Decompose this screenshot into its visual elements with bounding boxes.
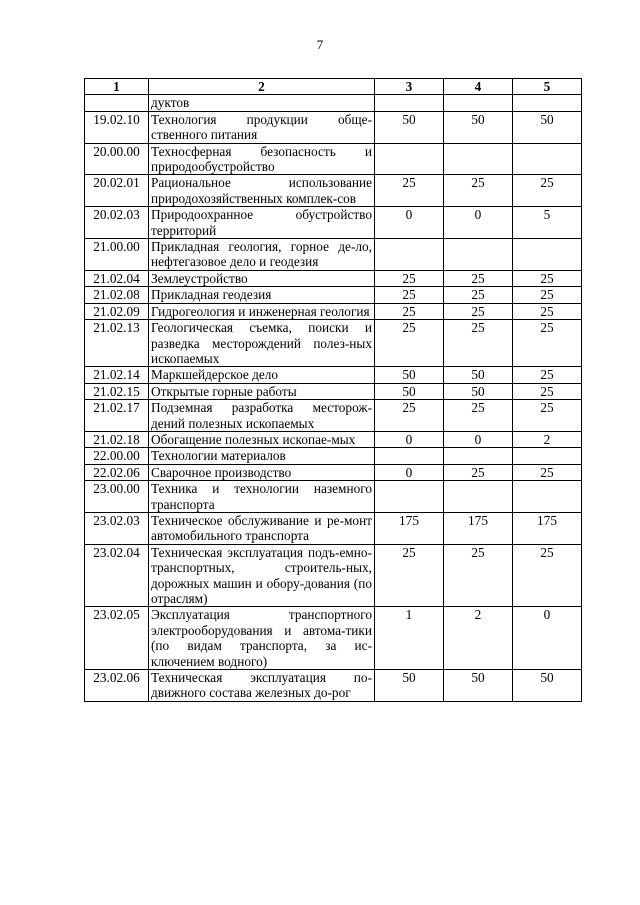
value-cell-col4: 25 bbox=[444, 303, 513, 319]
value-cell-col3: 50 bbox=[375, 383, 444, 399]
specialty-code-cell: 23.02.03 bbox=[85, 512, 149, 544]
specialty-code-cell: 21.02.13 bbox=[85, 320, 149, 367]
table-row bbox=[85, 383, 582, 399]
specialty-name-cell: Геологическая съемка, поиски и разведка месторождений полез-ных ископаемых bbox=[149, 320, 375, 367]
specialty-code-cell bbox=[85, 95, 149, 111]
value-cell-col4: 0 bbox=[444, 207, 513, 239]
table-row bbox=[85, 320, 582, 367]
value-cell-col5: 25 bbox=[513, 383, 582, 399]
value-cell-col4: 25 bbox=[444, 464, 513, 480]
value-cell-col5: 175 bbox=[513, 512, 582, 544]
specialty-code-cell: 23.00.00 bbox=[85, 481, 149, 513]
value-cell-col5: 25 bbox=[513, 270, 582, 286]
page-number: 7 bbox=[316, 37, 324, 52]
value-cell-col3: 25 bbox=[375, 544, 444, 607]
table-row bbox=[85, 464, 582, 480]
specialty-name-cell: Маркшейдерское дело bbox=[149, 367, 375, 383]
specialty-code-cell: 23.02.06 bbox=[85, 670, 149, 702]
value-cell-col4 bbox=[444, 95, 513, 111]
value-cell-col3: 175 bbox=[375, 512, 444, 544]
value-cell-col4 bbox=[444, 239, 513, 271]
value-cell-col3: 25 bbox=[375, 320, 444, 367]
table-row bbox=[85, 175, 582, 207]
value-cell-col4 bbox=[444, 143, 513, 175]
specialty-code-cell: 20.02.01 bbox=[85, 175, 149, 207]
specialty-name-cell: Прикладная геология, горное де-ло, нефтегазовое дело и геодезия bbox=[149, 239, 375, 271]
value-cell-col5: 2 bbox=[513, 431, 582, 447]
value-cell-col3: 25 bbox=[375, 175, 444, 207]
value-cell-col4: 2 bbox=[444, 607, 513, 670]
value-cell-col5: 25 bbox=[513, 175, 582, 207]
table-row bbox=[85, 367, 582, 383]
value-cell-col5: 25 bbox=[513, 303, 582, 319]
value-cell-col3: 50 bbox=[375, 670, 444, 702]
table-row bbox=[85, 544, 582, 607]
specialty-code-cell: 21.02.08 bbox=[85, 287, 149, 303]
specialty-code-cell: 21.00.00 bbox=[85, 239, 149, 271]
specialty-name-cell: Сварочное производство bbox=[149, 464, 375, 480]
table-row bbox=[85, 111, 582, 143]
column-header: 3 bbox=[375, 79, 444, 95]
specialty-name-cell: Гидрогеология и инженерная геология bbox=[149, 303, 375, 319]
table-row bbox=[85, 431, 582, 447]
table-row bbox=[85, 143, 582, 175]
value-cell-col4: 50 bbox=[444, 383, 513, 399]
column-header: 5 bbox=[513, 79, 582, 95]
table-row bbox=[85, 607, 582, 670]
specialty-code-cell: 21.02.04 bbox=[85, 270, 149, 286]
value-cell-col3: 25 bbox=[375, 287, 444, 303]
value-cell-col3: 0 bbox=[375, 464, 444, 480]
table-row bbox=[85, 481, 582, 513]
table-row bbox=[85, 207, 582, 239]
value-cell-col4: 25 bbox=[444, 175, 513, 207]
value-cell-col3: 50 bbox=[375, 111, 444, 143]
value-cell-col4: 50 bbox=[444, 111, 513, 143]
specialty-code-cell: 20.02.03 bbox=[85, 207, 149, 239]
table-row bbox=[85, 400, 582, 432]
value-cell-col4: 25 bbox=[444, 287, 513, 303]
specialty-name-cell: Открытые горные работы bbox=[149, 383, 375, 399]
value-cell-col3: 25 bbox=[375, 400, 444, 432]
specialty-name-cell: Технологии материалов bbox=[149, 448, 375, 464]
value-cell-col5 bbox=[513, 239, 582, 271]
specialty-code-cell: 21.02.17 bbox=[85, 400, 149, 432]
value-cell-col3: 0 bbox=[375, 431, 444, 447]
specialty-name-cell: Эксплуатация транспортного электрооборудования и автома-тики (по видам транспорта, за ис-ключением водного) bbox=[149, 607, 375, 670]
value-cell-col5: 25 bbox=[513, 544, 582, 607]
value-cell-col5: 0 bbox=[513, 607, 582, 670]
value-cell-col3 bbox=[375, 448, 444, 464]
value-cell-col4 bbox=[444, 448, 513, 464]
table-row bbox=[85, 287, 582, 303]
specialty-code-cell: 21.02.14 bbox=[85, 367, 149, 383]
specialty-code-cell: 23.02.04 bbox=[85, 544, 149, 607]
value-cell-col5 bbox=[513, 481, 582, 513]
specialty-name-cell: Техносферная безопасность и природообустройство bbox=[149, 143, 375, 175]
value-cell-col5: 25 bbox=[513, 367, 582, 383]
table-row bbox=[85, 448, 582, 464]
value-cell-col4: 50 bbox=[444, 367, 513, 383]
table-row bbox=[85, 670, 582, 702]
value-cell-col5: 5 bbox=[513, 207, 582, 239]
specialties-table bbox=[84, 78, 582, 702]
specialty-name-cell: Подземная разработка месторож-дений полезных ископаемых bbox=[149, 400, 375, 432]
value-cell-col5 bbox=[513, 448, 582, 464]
table-row bbox=[85, 270, 582, 286]
specialty-name-cell: Обогащение полезных ископае-мых bbox=[149, 431, 375, 447]
value-cell-col5: 25 bbox=[513, 287, 582, 303]
value-cell-col5: 25 bbox=[513, 464, 582, 480]
specialty-code-cell: 23.02.05 bbox=[85, 607, 149, 670]
value-cell-col3: 25 bbox=[375, 303, 444, 319]
table-body bbox=[85, 95, 582, 701]
value-cell-col4: 25 bbox=[444, 400, 513, 432]
value-cell-col3: 50 bbox=[375, 367, 444, 383]
specialty-name-cell: дуктов bbox=[149, 95, 375, 111]
value-cell-col4: 0 bbox=[444, 431, 513, 447]
specialty-code-cell: 19.02.10 bbox=[85, 111, 149, 143]
value-cell-col3 bbox=[375, 481, 444, 513]
specialty-name-cell: Техническая эксплуатация по-движного состава железных до-рог bbox=[149, 670, 375, 702]
specialty-code-cell: 22.00.00 bbox=[85, 448, 149, 464]
specialty-name-cell: Техническая эксплуатация подъ-емно-транспортных, строитель-ных, дорожных машин и обору-дования (по отраслям) bbox=[149, 544, 375, 607]
table-row bbox=[85, 239, 582, 271]
value-cell-col4: 175 bbox=[444, 512, 513, 544]
table-row bbox=[85, 303, 582, 319]
value-cell-col4: 25 bbox=[444, 544, 513, 607]
value-cell-col3: 1 bbox=[375, 607, 444, 670]
specialty-code-cell: 20.00.00 bbox=[85, 143, 149, 175]
specialty-name-cell: Природоохранное обустройство территорий bbox=[149, 207, 375, 239]
column-header: 4 bbox=[444, 79, 513, 95]
column-header: 2 bbox=[149, 79, 375, 95]
table-row bbox=[85, 95, 582, 111]
specialty-code-cell: 22.02.06 bbox=[85, 464, 149, 480]
value-cell-col5: 50 bbox=[513, 670, 582, 702]
specialty-code-cell: 21.02.18 bbox=[85, 431, 149, 447]
value-cell-col3: 0 bbox=[375, 207, 444, 239]
specialty-name-cell: Прикладная геодезия bbox=[149, 287, 375, 303]
value-cell-col4: 25 bbox=[444, 320, 513, 367]
value-cell-col3 bbox=[375, 239, 444, 271]
specialty-name-cell: Технология продукции обще-ственного питания bbox=[149, 111, 375, 143]
table-header-row bbox=[85, 79, 582, 95]
value-cell-col4: 50 bbox=[444, 670, 513, 702]
value-cell-col3: 25 bbox=[375, 270, 444, 286]
value-cell-col5 bbox=[513, 95, 582, 111]
value-cell-col5: 25 bbox=[513, 400, 582, 432]
table-row bbox=[85, 512, 582, 544]
value-cell-col5: 50 bbox=[513, 111, 582, 143]
value-cell-col3 bbox=[375, 95, 444, 111]
value-cell-col3 bbox=[375, 143, 444, 175]
specialty-name-cell: Землеустройство bbox=[149, 270, 375, 286]
specialty-code-cell: 21.02.15 bbox=[85, 383, 149, 399]
value-cell-col5 bbox=[513, 143, 582, 175]
value-cell-col5: 25 bbox=[513, 320, 582, 367]
specialty-name-cell: Рациональное использование природохозяйственных комплек-сов bbox=[149, 175, 375, 207]
value-cell-col4: 25 bbox=[444, 270, 513, 286]
value-cell-col4 bbox=[444, 481, 513, 513]
specialty-name-cell: Техническое обслуживание и ре-монт автомобильного транспорта bbox=[149, 512, 375, 544]
specialty-code-cell: 21.02.09 bbox=[85, 303, 149, 319]
column-header: 1 bbox=[85, 79, 149, 95]
specialty-name-cell: Техника и технологии наземного транспорта bbox=[149, 481, 375, 513]
